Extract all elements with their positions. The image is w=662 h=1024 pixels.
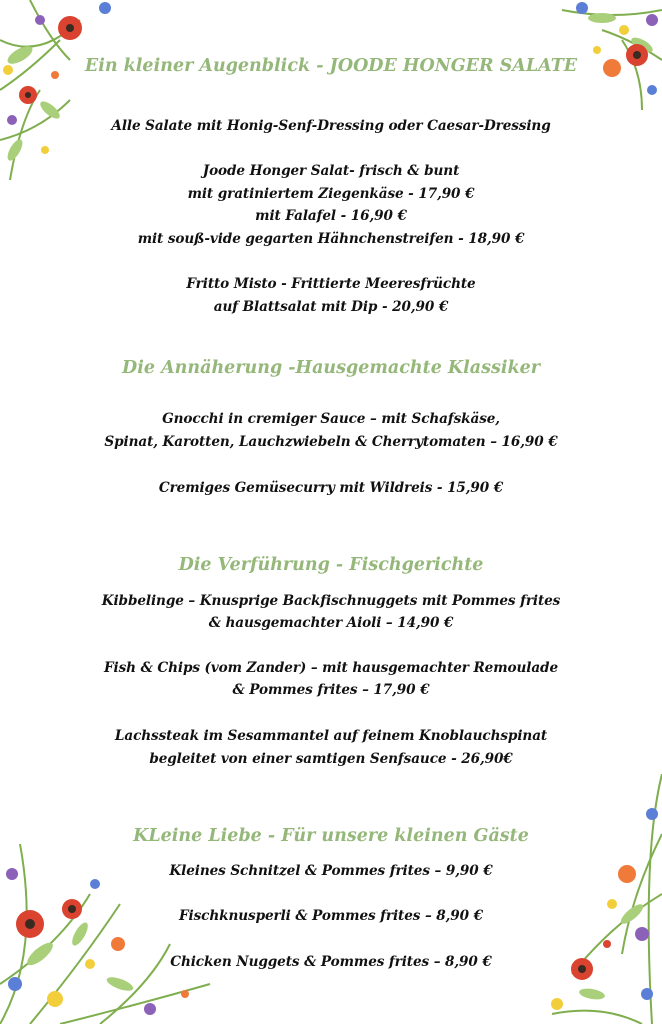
menu-line: auf Blattsalat mit Dip - 20,90 € <box>213 299 449 315</box>
menu-line: Fritto Misto - Frittierte Meeresfrüchte <box>186 276 476 292</box>
section-heading-kids: KLeine Liebe - Für unsere kleinen Gäste <box>133 826 529 846</box>
menu-line: Alle Salate mit Honig-Senf-Dressing oder Caesar-Dressing <box>111 118 551 134</box>
menu-line: mit gratiniertem Ziegenkäse - 17,90 € <box>187 186 475 202</box>
section-heading-salads: Ein kleiner Augenblick - JOODE HONGER SALATE <box>84 56 578 76</box>
menu-line: mit Falafel - 16,90 € <box>255 208 407 224</box>
wildflower-bouquet-bottom-left-icon <box>0 784 230 1024</box>
menu-line: begleitet von einer samtigen Senfsauce - 26,90€ <box>149 751 513 767</box>
menu-line: Kibbelinge – Knusprige Backfischnuggets mit Pommes frites <box>101 593 561 609</box>
wildflower-bouquet-bottom-right-icon <box>532 774 662 1024</box>
wildflower-bouquet-top-right-icon <box>492 0 662 110</box>
menu-line: & hausgemachter Aioli – 14,90 € <box>208 615 454 631</box>
menu-line: Lachssteak im Sesammantel auf feinem Knoblauchspinat <box>114 728 548 744</box>
menu-line: Spinat, Karotten, Lauchzwiebeln & Cherrytomaten – 16,90 € <box>104 434 558 450</box>
section-heading-fish: Die Verführung - Fischgerichte <box>178 555 484 575</box>
menu-line: Chicken Nuggets & Pommes frites – 8,90 € <box>170 954 492 970</box>
menu-line: mit souß-vide gegarten Hähnchenstreifen - 18,90 € <box>137 231 525 247</box>
menu-line: Joode Honger Salat- frisch & bunt <box>202 163 460 179</box>
menu-line: Cremiges Gemüsecurry mit Wildreis - 15,90 € <box>158 480 504 496</box>
menu-line: Fischknusperli & Pommes frites – 8,90 € <box>179 908 483 924</box>
menu-line: Gnocchi in cremiger Sauce – mit Schafskäse, <box>162 411 500 427</box>
menu-line: Fish & Chips (vom Zander) – mit hausgemachter Remoulade <box>103 660 558 676</box>
menu-line: & Pommes frites – 17,90 € <box>232 682 430 698</box>
section-heading-classics: Die Annäherung -Hausgemachte Klassiker <box>122 358 540 378</box>
menu-line: Kleines Schnitzel & Pommes frites – 9,90 € <box>169 863 493 879</box>
